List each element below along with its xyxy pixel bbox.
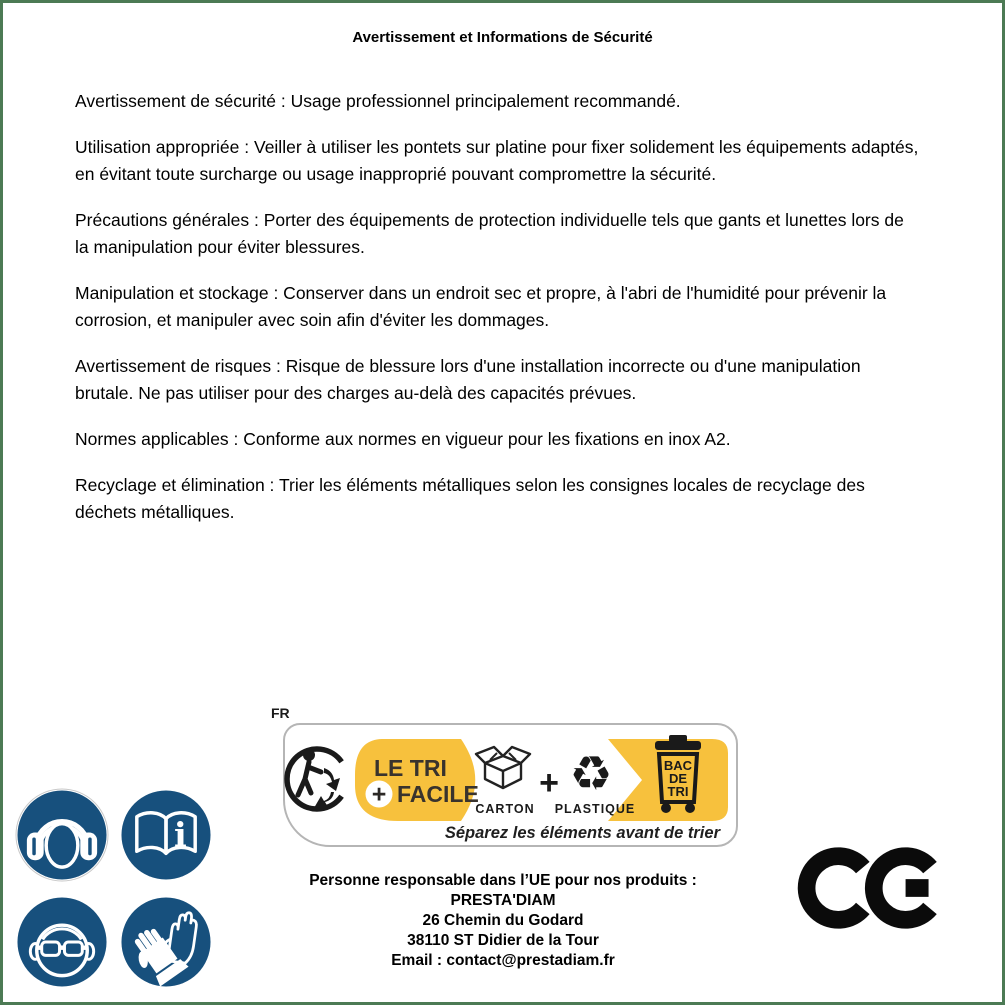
read-manual-icon [119, 788, 213, 882]
tagline-bottom: FACILE [397, 781, 479, 807]
paragraph-recycling-disposal: Recyclage et élimination : Trier les éléments métalliques selon les consignes locales de recyclage des déchets métalliques. [75, 475, 865, 522]
sorting-bin-icon [655, 735, 701, 813]
bin-line-1: BAC [663, 758, 693, 773]
paragraph-safety-warning: Avertissement de sécurité : Usage professionnel principalement recommandé. [75, 91, 681, 111]
info-tri-label [268, 706, 738, 847]
material-plastique-label: PLASTIQUE [554, 802, 636, 816]
country-code-label: FR [271, 705, 290, 721]
tagline-plus: + [371, 780, 387, 809]
ppe-icons-grid [15, 788, 213, 989]
info-tri-graphic [268, 723, 738, 847]
paragraph-applicable-standards: Normes applicables : Conforme aux normes en vigueur pour les fixations en inox A2. [75, 429, 731, 449]
bin-line-2: DE [668, 771, 688, 786]
manual-info-letter: i [173, 814, 187, 855]
paragraph-appropriate-use: Utilisation appropriée : Veiller à utiliser les pontets sur platine pour fixer solidement les équipements adaptés, en évitant toute surcharge ou usage inapproprié pouvant compromettre la sécurité. [75, 137, 919, 184]
ear-protection-icon [15, 788, 109, 882]
tagline-top: LE TRI [374, 755, 447, 781]
safety-text-block [75, 88, 920, 545]
company-name: PRESTA'DIAM [450, 892, 556, 909]
material-carton-label: CARTON [475, 802, 535, 816]
sorting-instruction: Séparez les éléments avant de trier [444, 824, 720, 842]
bin-line-3: TRI [667, 784, 689, 799]
address-line-1: 26 Chemin du Godard [422, 912, 584, 929]
responsible-person-block [243, 871, 763, 971]
protective-gloves-icon [119, 895, 213, 989]
plastic-recycle-icon: ♻ [569, 746, 613, 802]
email-line: Email : contact@prestadiam.fr [391, 952, 615, 969]
material-plus: + [539, 764, 559, 802]
ce-mark-icon [796, 841, 948, 935]
paragraph-handling-storage: Manipulation et stockage : Conserver dans un endroit sec et propre, à l'abri de l'humidité pour prévenir la corrosion, et manipuler avec soin afin d'éviter les dommages. [75, 283, 887, 330]
ce-mark [796, 841, 948, 940]
page-title: Avertissement et Informations de Sécurité [352, 29, 653, 46]
paragraph-risk-warning: Avertissement de risques : Risque de blessure lors d'une installation incorrecte ou d'une manipulation brutale. Ne pas utiliser pour des charges au-delà des capacités prévues. [75, 356, 861, 403]
responsible-intro: Personne responsable dans l’UE pour nos produits : [309, 872, 697, 889]
eye-protection-icon [15, 895, 109, 989]
address-line-2: 38110 ST Didier de la Tour [407, 932, 599, 949]
paragraph-general-precautions: Précautions générales : Porter des équipements de protection individuelle tels que gants et lunettes lors de la manipulation pour éviter blessures. [75, 210, 904, 257]
